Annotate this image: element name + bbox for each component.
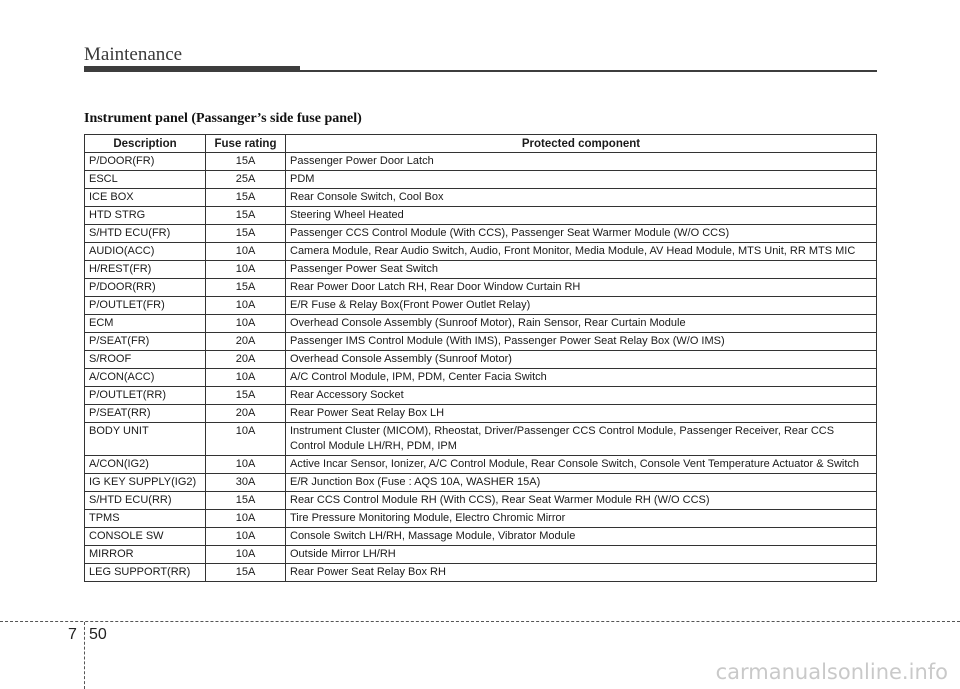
fuse-rating: 10A bbox=[206, 243, 286, 261]
protected-component: Overhead Console Assembly (Sunroof Motor), Rain Sensor, Rear Curtain Module bbox=[286, 315, 877, 333]
fuse-rating: 25A bbox=[206, 171, 286, 189]
fuse-rating: 10A bbox=[206, 423, 286, 456]
table-row bbox=[85, 243, 877, 261]
protected-component: Passenger Power Door Latch bbox=[286, 153, 877, 171]
protected-component: Overhead Console Assembly (Sunroof Motor) bbox=[286, 351, 877, 369]
column-header-fuse-rating: Fuse rating bbox=[206, 135, 286, 153]
fuse-rating: 20A bbox=[206, 351, 286, 369]
fuse-description: P/DOOR(FR) bbox=[85, 153, 206, 171]
fuse-rating: 15A bbox=[206, 387, 286, 405]
fuse-rating: 20A bbox=[206, 405, 286, 423]
section-number: 7 bbox=[68, 626, 77, 643]
fuse-description: A/CON(ACC) bbox=[85, 369, 206, 387]
page-header-title: Maintenance bbox=[84, 44, 183, 65]
table-row bbox=[85, 153, 877, 171]
table-row bbox=[85, 528, 877, 546]
protected-component: PDM bbox=[286, 171, 877, 189]
table-row bbox=[85, 564, 877, 582]
column-header-protected-component: Protected component bbox=[286, 135, 877, 153]
table-row bbox=[85, 369, 877, 387]
fuse-table bbox=[84, 134, 877, 582]
fuse-description: S/HTD ECU(FR) bbox=[85, 225, 206, 243]
fuse-description: P/OUTLET(RR) bbox=[85, 387, 206, 405]
fuse-description: S/HTD ECU(RR) bbox=[85, 492, 206, 510]
protected-component: Rear Power Seat Relay Box LH bbox=[286, 405, 877, 423]
protected-component: Outside Mirror LH/RH bbox=[286, 546, 877, 564]
fuse-description: P/SEAT(FR) bbox=[85, 333, 206, 351]
fuse-rating: 10A bbox=[206, 297, 286, 315]
fuse-description: P/SEAT(RR) bbox=[85, 405, 206, 423]
protected-component: Passenger IMS Control Module (With IMS), Passenger Power Seat Relay Box (W/O IMS) bbox=[286, 333, 877, 351]
fuse-description: A/CON(IG2) bbox=[85, 456, 206, 474]
header-rule-thick bbox=[84, 66, 300, 72]
protected-component: Camera Module, Rear Audio Switch, Audio, Front Monitor, Media Module, AV Head Module, MTS Unit, RR MTS MIC bbox=[286, 243, 877, 261]
table-header-row bbox=[85, 135, 877, 153]
fuse-description: ESCL bbox=[85, 171, 206, 189]
section-title: Instrument panel (Passanger’s side fuse panel) bbox=[84, 111, 362, 126]
protected-component: A/C Control Module, IPM, PDM, Center Facia Switch bbox=[286, 369, 877, 387]
fuse-table-body bbox=[85, 153, 877, 582]
table-row bbox=[85, 171, 877, 189]
watermark: carmanualsonline.info bbox=[715, 660, 948, 684]
fuse-description: TPMS bbox=[85, 510, 206, 528]
fuse-rating: 15A bbox=[206, 279, 286, 297]
fuse-description: H/REST(FR) bbox=[85, 261, 206, 279]
protected-component: Passenger Power Seat Switch bbox=[286, 261, 877, 279]
table-row bbox=[85, 456, 877, 474]
fuse-rating: 10A bbox=[206, 510, 286, 528]
fuse-rating: 10A bbox=[206, 261, 286, 279]
protected-component: Rear Accessory Socket bbox=[286, 387, 877, 405]
table-row bbox=[85, 225, 877, 243]
fuse-rating: 10A bbox=[206, 456, 286, 474]
fuse-description: P/DOOR(RR) bbox=[85, 279, 206, 297]
protected-component: Rear Power Seat Relay Box RH bbox=[286, 564, 877, 582]
fuse-description: ICE BOX bbox=[85, 189, 206, 207]
page-number: 50 bbox=[89, 626, 107, 643]
table-row bbox=[85, 351, 877, 369]
table-row bbox=[85, 189, 877, 207]
table-row bbox=[85, 297, 877, 315]
table-row bbox=[85, 510, 877, 528]
table-row bbox=[85, 333, 877, 351]
table-row bbox=[85, 546, 877, 564]
fuse-description: BODY UNIT bbox=[85, 423, 206, 456]
fuse-rating: 10A bbox=[206, 315, 286, 333]
footer-vertical-divider bbox=[84, 622, 85, 689]
fuse-rating: 15A bbox=[206, 225, 286, 243]
header-rule-thin bbox=[300, 70, 877, 72]
table-row bbox=[85, 492, 877, 510]
protected-component: Rear Power Door Latch RH, Rear Door Window Curtain RH bbox=[286, 279, 877, 297]
fuse-rating: 10A bbox=[206, 546, 286, 564]
protected-component: Active Incar Sensor, Ionizer, A/C Control Module, Rear Console Switch, Console Vent Temperature Actuator & Switch bbox=[286, 456, 877, 474]
fuse-rating: 10A bbox=[206, 369, 286, 387]
table-row bbox=[85, 315, 877, 333]
table-row bbox=[85, 279, 877, 297]
fuse-description: MIRROR bbox=[85, 546, 206, 564]
protected-component: E/R Fuse & Relay Box(Front Power Outlet Relay) bbox=[286, 297, 877, 315]
table-row bbox=[85, 474, 877, 492]
fuse-description: ECM bbox=[85, 315, 206, 333]
fuse-rating: 15A bbox=[206, 189, 286, 207]
fuse-rating: 15A bbox=[206, 492, 286, 510]
fuse-description: CONSOLE SW bbox=[85, 528, 206, 546]
fuse-description: IG KEY SUPPLY(IG2) bbox=[85, 474, 206, 492]
protected-component: Instrument Cluster (MICOM), Rheostat, Driver/Passenger CCS Control Module, Passenger Receiver, Rear CCS Control Module LH/RH, PDM, IPM bbox=[286, 423, 877, 456]
table-row bbox=[85, 261, 877, 279]
column-header-description: Description bbox=[85, 135, 206, 153]
footer-divider bbox=[0, 621, 960, 622]
fuse-rating: 30A bbox=[206, 474, 286, 492]
protected-component: Rear CCS Control Module RH (With CCS), Rear Seat Warmer Module RH (W/O CCS) bbox=[286, 492, 877, 510]
fuse-rating: 15A bbox=[206, 153, 286, 171]
table-row bbox=[85, 387, 877, 405]
fuse-rating: 15A bbox=[206, 564, 286, 582]
fuse-description: AUDIO(ACC) bbox=[85, 243, 206, 261]
fuse-description: S/ROOF bbox=[85, 351, 206, 369]
table-row bbox=[85, 423, 877, 456]
fuse-description: HTD STRG bbox=[85, 207, 206, 225]
protected-component: E/R Junction Box (Fuse : AQS 10A, WASHER 15A) bbox=[286, 474, 877, 492]
fuse-rating: 20A bbox=[206, 333, 286, 351]
fuse-rating: 15A bbox=[206, 207, 286, 225]
protected-component: Passenger CCS Control Module (With CCS), Passenger Seat Warmer Module (W/O CCS) bbox=[286, 225, 877, 243]
protected-component: Tire Pressure Monitoring Module, Electro Chromic Mirror bbox=[286, 510, 877, 528]
protected-component: Console Switch LH/RH, Massage Module, Vibrator Module bbox=[286, 528, 877, 546]
table-row bbox=[85, 207, 877, 225]
fuse-description: LEG SUPPORT(RR) bbox=[85, 564, 206, 582]
table-row bbox=[85, 405, 877, 423]
protected-component: Rear Console Switch, Cool Box bbox=[286, 189, 877, 207]
fuse-description: P/OUTLET(FR) bbox=[85, 297, 206, 315]
protected-component: Steering Wheel Heated bbox=[286, 207, 877, 225]
fuse-rating: 10A bbox=[206, 528, 286, 546]
